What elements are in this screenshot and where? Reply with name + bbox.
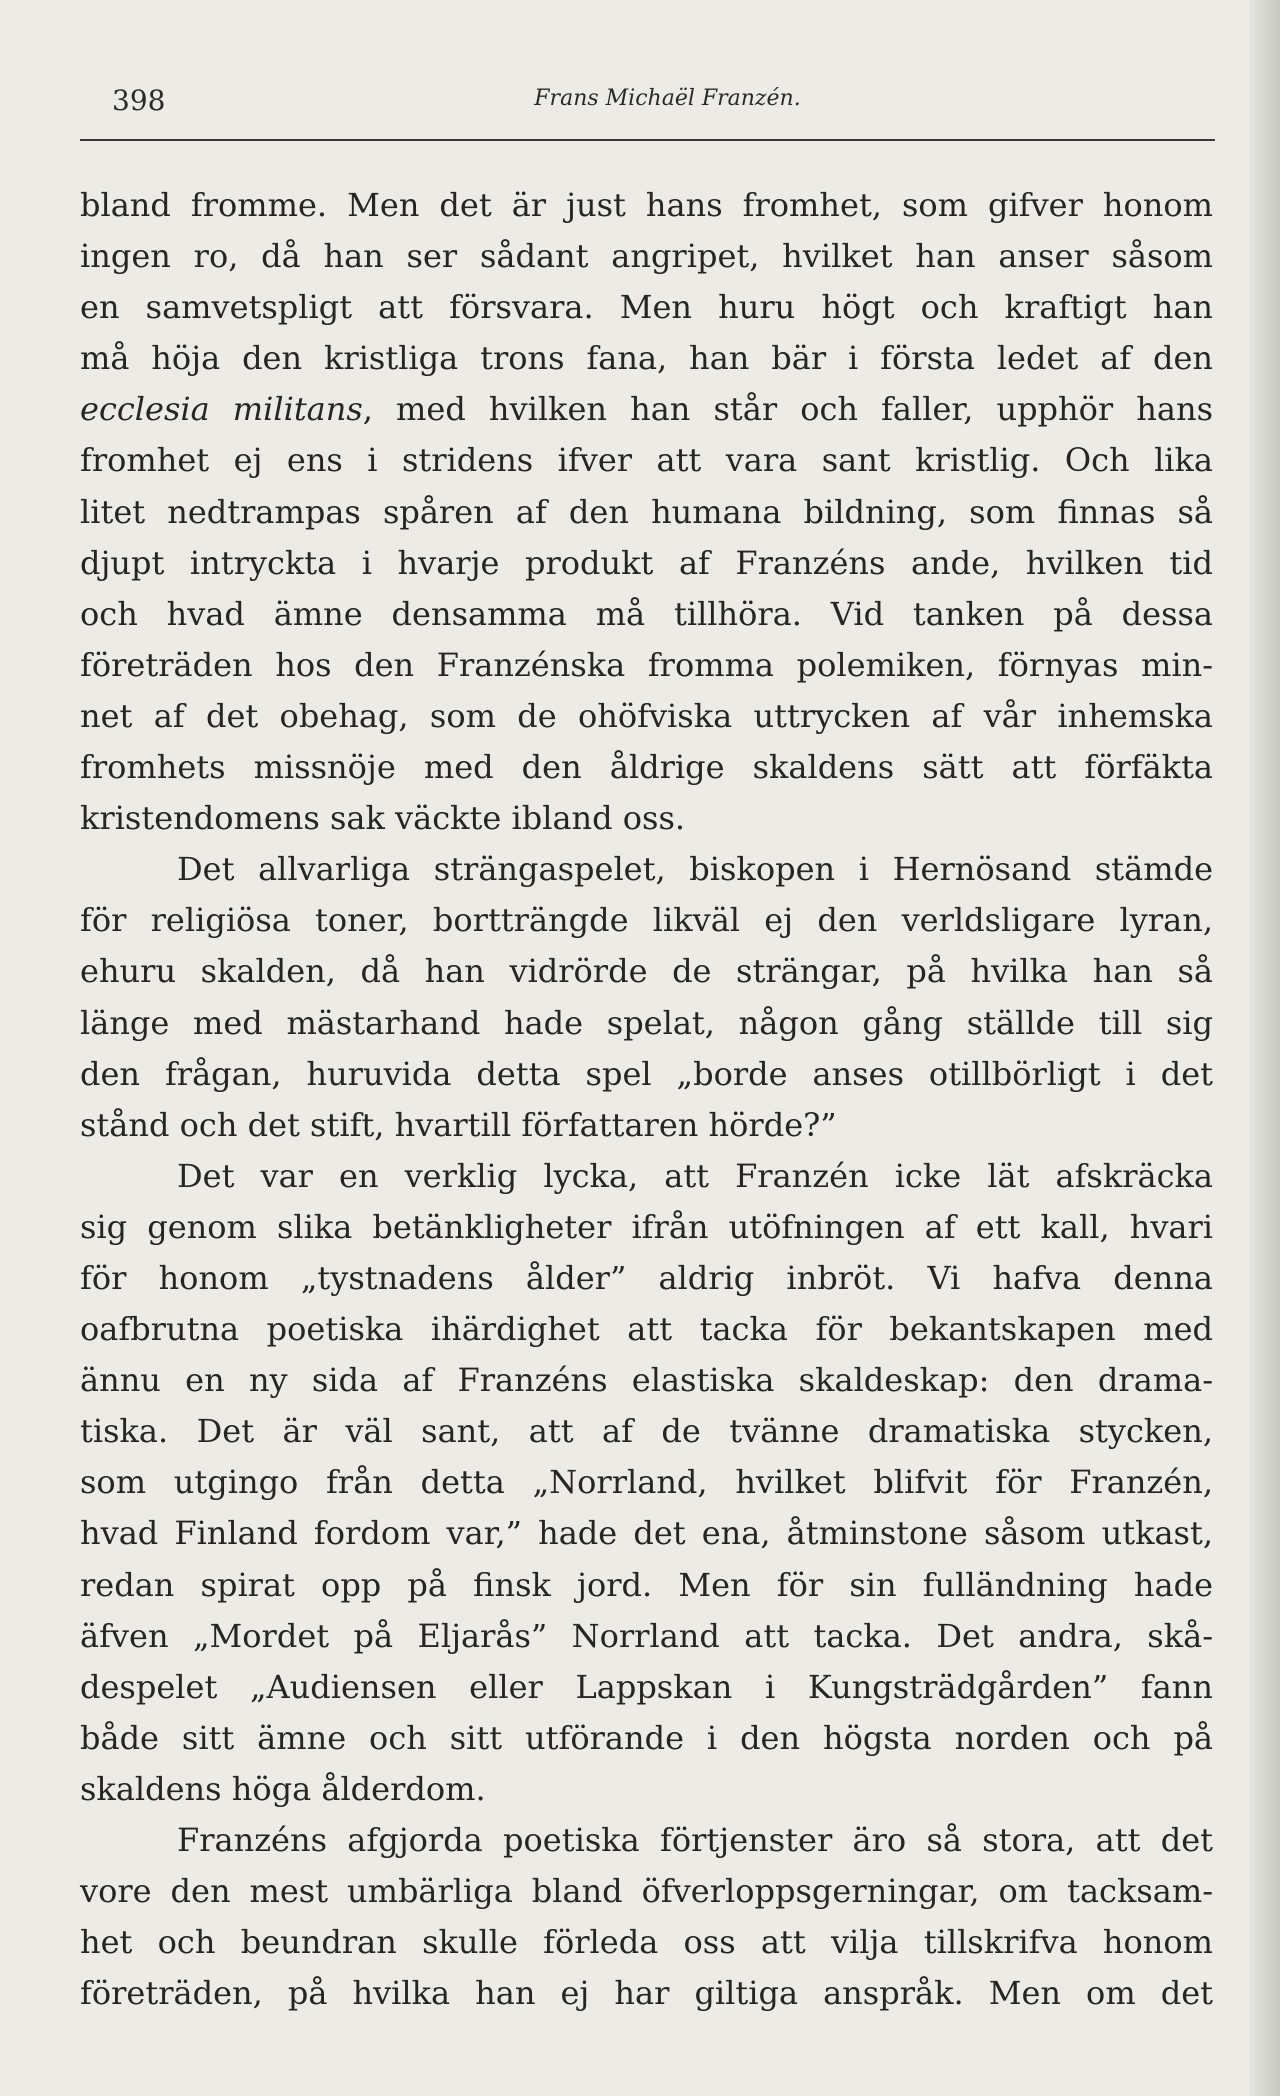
text-line: som utgingo från detta „Norrland, hvilket blifvit för Franzén, <box>80 1463 1213 1502</box>
text-line: både sitt ämne och sitt utförande i den högsta norden och på <box>80 1718 1213 1757</box>
text-line: må höja den kristliga trons fana, han bär i första ledet af den <box>80 339 1213 378</box>
text-line: och hvad ämne densamma må tillhöra. Vid tanken på dessa <box>80 594 1213 633</box>
text-line: net af det obehag, som de ohöfviska uttrycken af vår inhemska <box>80 696 1213 735</box>
text-line: djupt intryckta i hvarje produkt af Franzéns ande, hvilken tid <box>80 543 1213 582</box>
text-line: en samvetspligt att försvara. Men huru högt och kraftigt han <box>80 288 1213 327</box>
text-line: ehuru skalden, då han vidrörde de strängar, på hvilka han så <box>80 952 1213 991</box>
text-line: den frågan, huruvida detta spel „borde anses otillbörligt i det <box>80 1054 1213 1093</box>
text-line: despelet „Audiensen eller Lappskan i Kungsträdgården” fann <box>80 1667 1213 1706</box>
text-line: stånd och det stift, hvartill författaren hörde?” <box>80 1105 837 1144</box>
text-line: tiska. Det är väl sant, att af de tvänne dramatiska stycken, <box>80 1412 1213 1451</box>
text-line: vore den mest umbärliga bland öfverloppsgerningar, om tacksam- <box>80 1872 1213 1911</box>
text-line: för honom „tystnadens ålder” aldrig inbröt. Vi hafva denna <box>80 1258 1213 1297</box>
running-head: Frans Michaël Franzén. <box>534 86 801 111</box>
text-line: ingen ro, då han ser sådant angripet, hvilket han anser såsom <box>80 237 1213 276</box>
text-line: skaldens höga ålderdom. <box>80 1769 486 1808</box>
page-edge-shadow <box>1250 0 1280 2096</box>
page-number: 398 <box>112 84 166 117</box>
text-line: kristendomens sak väckte ibland oss. <box>80 799 686 838</box>
text-line: företräden, på hvilka han ej har giltiga anspråk. Men om det <box>80 1974 1213 2013</box>
text-line: Franzéns afgjorda poetiska förtjenster äro så stora, att det <box>177 1821 1213 1859</box>
text-line: länge med mästarhand hade spelat, någon gång ställde till sig <box>80 1003 1213 1042</box>
text-line: ecclesia militans, med hvilken han står och faller, upphör hans <box>80 390 1214 429</box>
body-text <box>80 180 1213 2019</box>
text-line: företräden hos den Franzénska fromma polemiken, förnyas min- <box>80 645 1213 684</box>
text-line: litet nedtrampas spåren af den humana bildning, som finnas så <box>80 492 1213 531</box>
text-line: het och beundran skulle förleda oss att vilja tillskrifva honom <box>80 1923 1213 1962</box>
header-rule <box>80 139 1215 141</box>
page-header <box>80 78 1215 126</box>
text-line: äfven „Mordet på Eljarås” Norrland att tacka. Det andra, skå- <box>80 1616 1213 1655</box>
text-line: fromhet ej ens i stridens ifver att vara sant kristlig. Och lika <box>80 441 1213 480</box>
text-line: ännu en ny sida af Franzéns elastiska skaldeskap: den drama- <box>80 1361 1213 1400</box>
text-line: hvad Finland fordom var,” hade det ena, åtminstone såsom utkast, <box>80 1514 1213 1553</box>
text-line: för religiösa toner, bortträngde likväl ej den verldsligare lyran, <box>80 901 1213 940</box>
text-line: oafbrutna poetiska ihärdighet att tacka för bekantskapen med <box>80 1310 1213 1349</box>
text-line: Det allvarliga strängaspelet, biskopen i Hernösand stämde <box>177 850 1213 889</box>
text-line: sig genom slika betänkligheter ifrån utöfningen af ett kall, hvari <box>80 1207 1213 1246</box>
text-line: redan spirat opp på finsk jord. Men för sin fulländning hade <box>80 1565 1213 1604</box>
text-line: bland fromme. Men det är just hans fromhet, som gifver honom <box>80 186 1213 224</box>
text-line: fromhets missnöje med den åldrige skaldens sätt att förfäkta <box>80 748 1213 787</box>
italic-phrase: ecclesia militans <box>80 390 363 429</box>
text-line: Det var en verklig lycka, att Franzén icke lät afskräcka <box>177 1156 1213 1195</box>
